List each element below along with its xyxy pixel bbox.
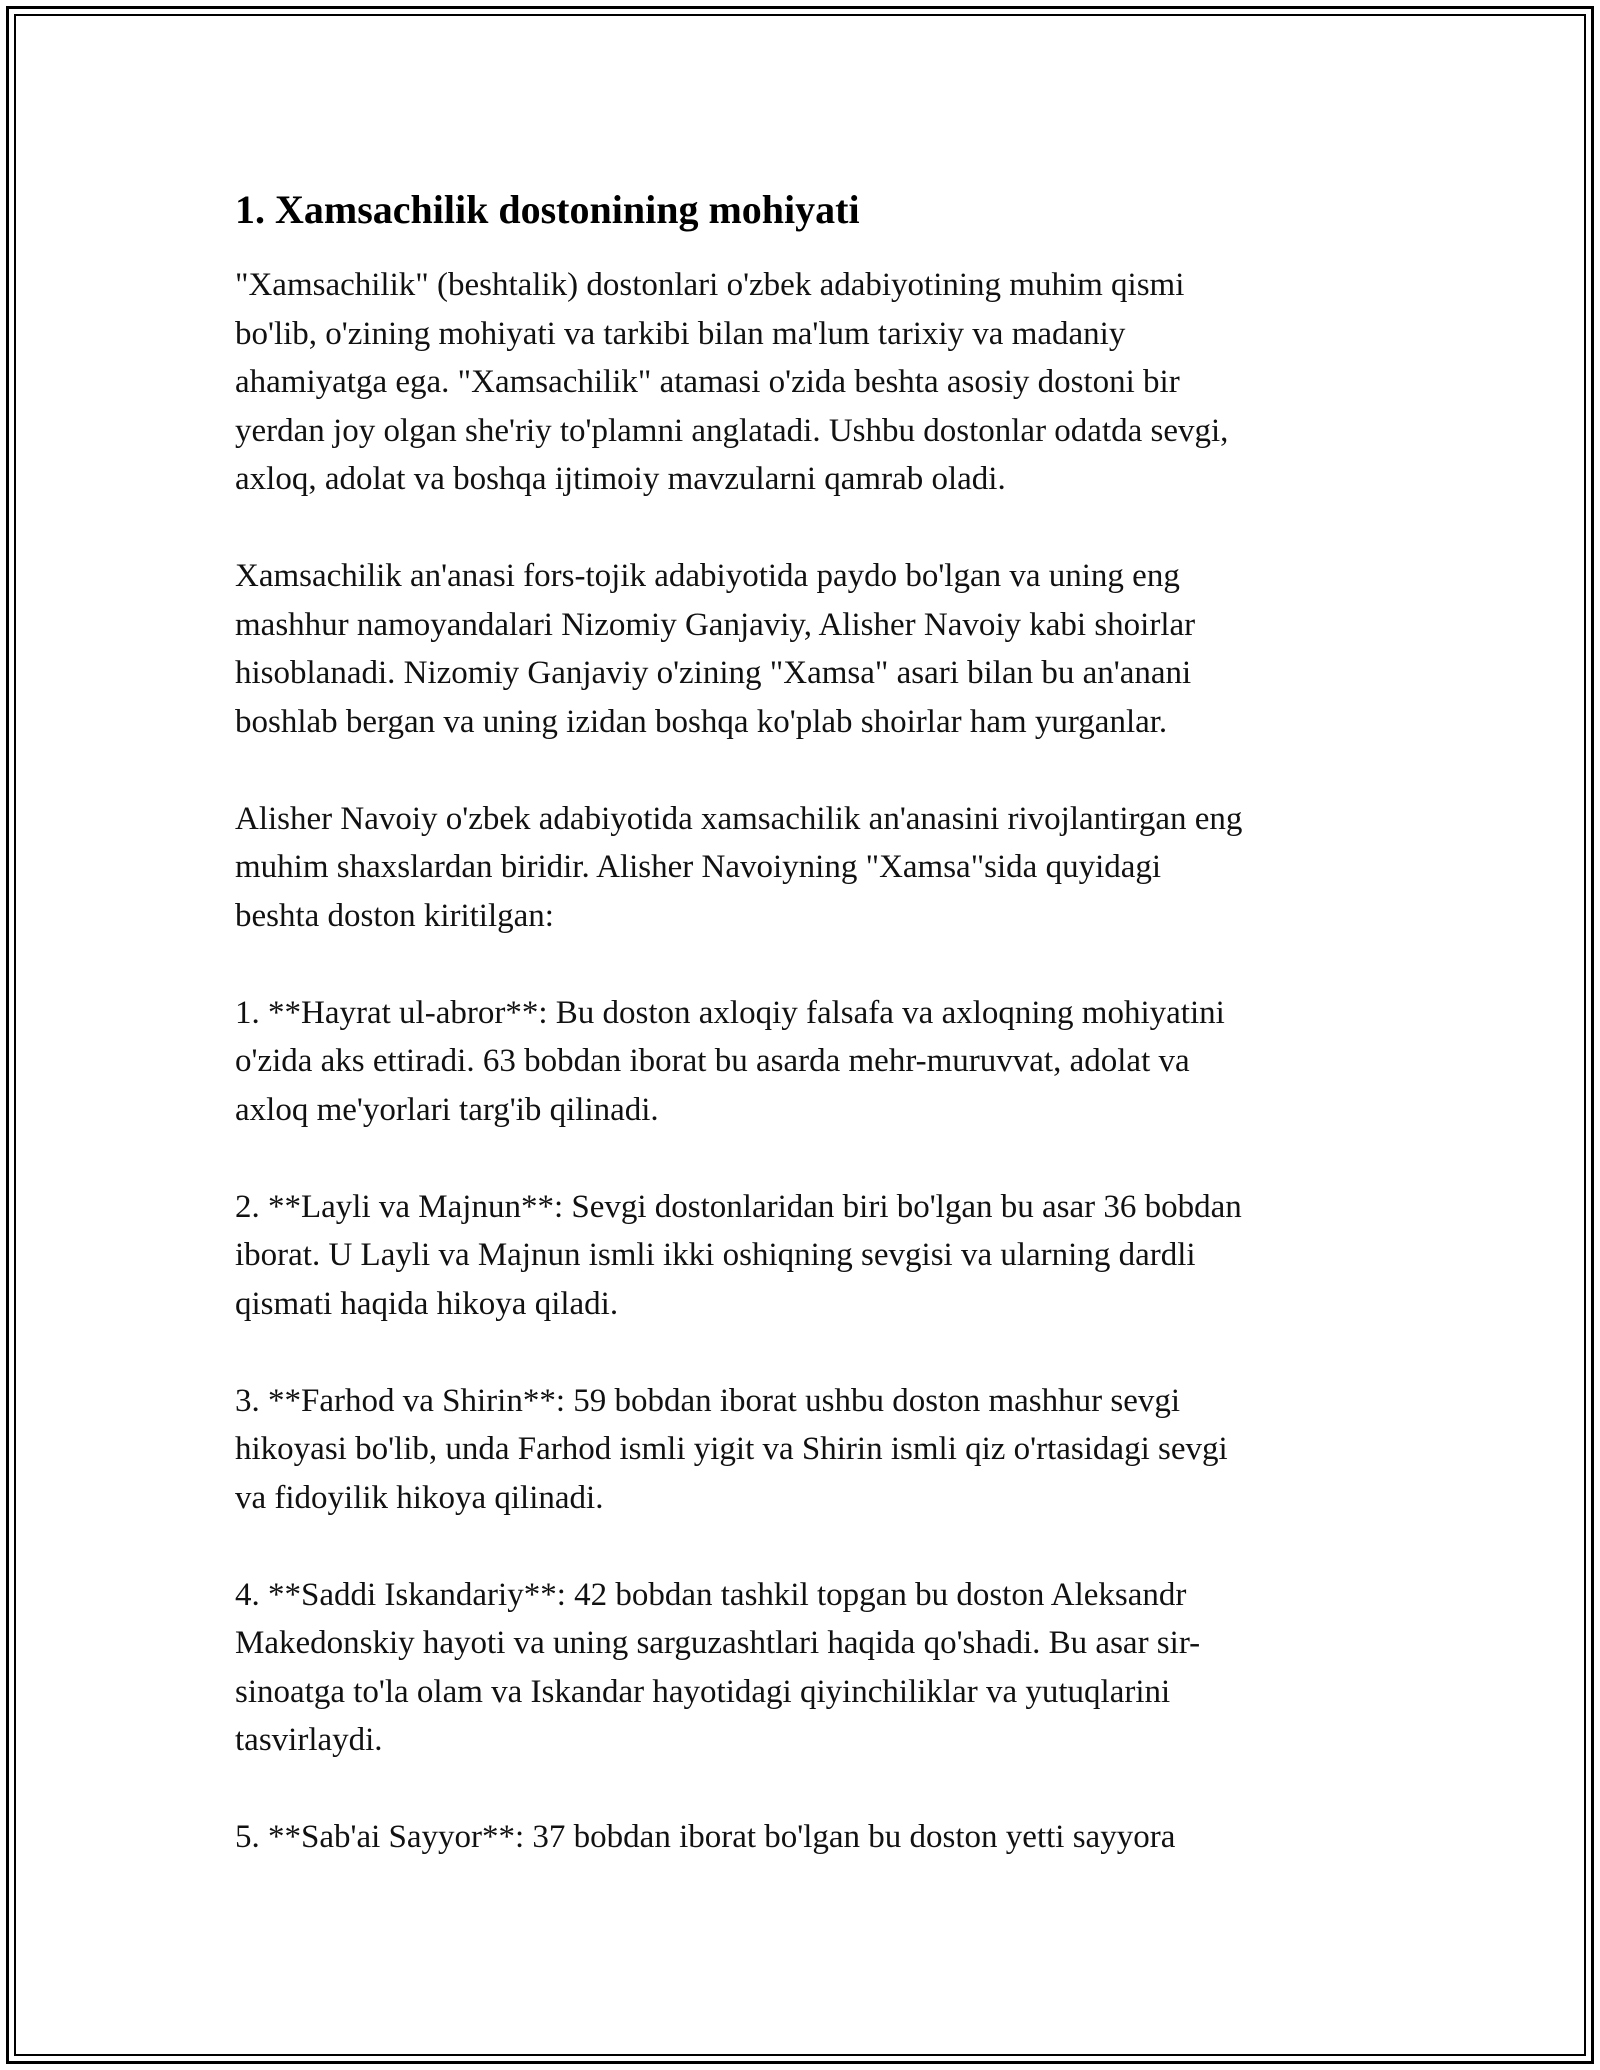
list-item-hayrat-ul-abror: 1. **Hayrat ul-abror**: Bu doston axloqiy falsafa va axloqning mohiyatini o'zida aks ettiradi. 63 bobdan iborat bu asarda mehr-muruvvat, adolat va axloq me'yorlari targ'ib qilinadi. [235,994,1225,1128]
list-item-layli-va-majnun: 2. **Layli va Majnun**: Sevgi dostonlaridan biri bo'lgan bu asar 36 bobdan iborat. U Layli va Majnun ismli ikki oshiqning sevgisi va ularning dardli qismati haqida hikoya qiladi. [235,1188,1242,1322]
list-item-saddi-iskandariy: 4. **Saddi Iskandariy**: 42 bobdan tashkil topgan bu doston Aleksandr Makedonskiy hayoti va uning sarguzashtlari haqida qo'shadi. Bu asar sir- sinoatga to'la olam va Iskandar hayotidagi qiyinchiliklar va yutuqlarini tasvirlaydi. [235,1576,1201,1758]
navoiy-paragraph: Alisher Navoiy o'zbek adabiyotida xamsachilik an'anasini rivojlantirgan eng muhim shaxslardan biridir. Alisher Navoiyning "Xamsa"sida quyidagi beshta doston kiritilgan: [235,800,1243,934]
list-item-sabai-sayyor: 5. **Sab'ai Sayyor**: 37 bobdan iborat bo'lgan bu doston yetti sayyora [235,1819,1176,1855]
tradition-paragraph: Xamsachilik an'anasi fors-tojik adabiyotida paydo bo'lgan va uning eng mashhur namoyandalari Nizomiy Ganjaviy, Alisher Navoiy kabi shoirlar hisoblanadi. Nizomiy Ganjaviy o'zining "Xamsa" asari bilan bu an'anani boshlab bergan va uning izidan boshqa ko'plab shoirlar ham yurganlar. [235,558,1196,740]
list-item-farhod-va-shirin: 3. **Farhod va Shirin**: 59 bobdan iborat ushbu doston mashhur sevgi hikoyasi bo'lib, unda Farhod ismli yigit va Shirin ismli qiz o'rtasidagi sevgi va fidoyilik hikoya qilinadi. [235,1382,1228,1516]
section-heading: 1. Xamsachilik dostonining mohiyati [235,187,860,232]
intro-paragraph: "Xamsachilik" (beshtalik) dostonlari o'zbek adabiyotining muhim qismi bo'lib, o'zining mohiyati va tarkibi bilan ma'lum tarixiy va madaniy ahamiyatga ega. "Xamsachilik" atamasi o'zida beshta asosiy dostoni bir yerdan joy olgan she'riy to'plamni anglatadi. Ushbu dostonlar odatda sevgi, axloq, adolat va boshqa ijtimoiy mavzularni qamrab oladi. [235,267,1229,497]
document-body [235,185,1365,1910]
